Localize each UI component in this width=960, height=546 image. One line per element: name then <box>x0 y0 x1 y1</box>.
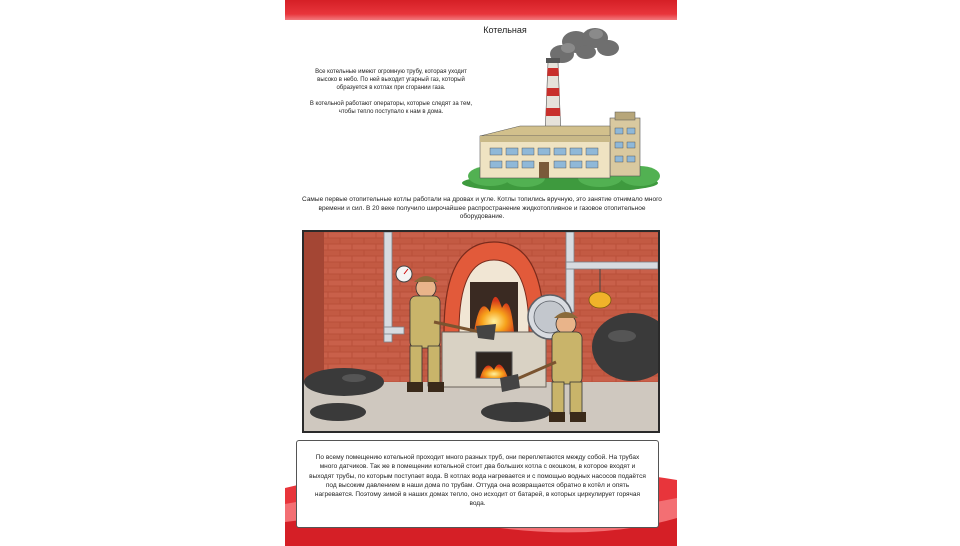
middle-paragraph: Самые первые отопительные котлы работали на дровах и угле. Котлы топились вручную, это занятие отнимало много времени и сил. В 20 веке получило широчайшее распространение жидкотопливное и газовое отопительное оборудование. <box>302 196 662 220</box>
top-red-band <box>285 0 677 20</box>
intro-paragraph-1: Все котельные имеют огромную трубу, которая уходит высоко в небо. По ней выходит угарный газ, который образуется в котлах при сгорании газа. <box>315 69 467 91</box>
factory-illustration <box>450 18 670 190</box>
boiler-room-scene <box>304 232 658 431</box>
page-title: Котельная <box>483 25 527 35</box>
bottom-text-box: По всему помещению котельной проходит много разных труб, они переплетаются между собой. На трубах много датчиков. Так же в помещении котельной стоит два больших котла с окошком, в которое входят и выходят трубы, по которым поступает вода. В котлах вода нагревается и с помощью водных насосов подаётся под высоким давлением в наши дома по трубам. Оттуда она возвращается обратно в котёл и опять нагревается. Поэтому зимой в наших домах тепло, оно исходит от батарей, в которых циркулирует горячая вода. <box>296 440 659 528</box>
intro-paragraph-2: В котельной работают операторы, которые следят за тем, чтобы тепло поступало к нам в дома. <box>309 101 473 115</box>
document-page <box>285 0 677 546</box>
boiler-room-illustration <box>302 230 660 433</box>
